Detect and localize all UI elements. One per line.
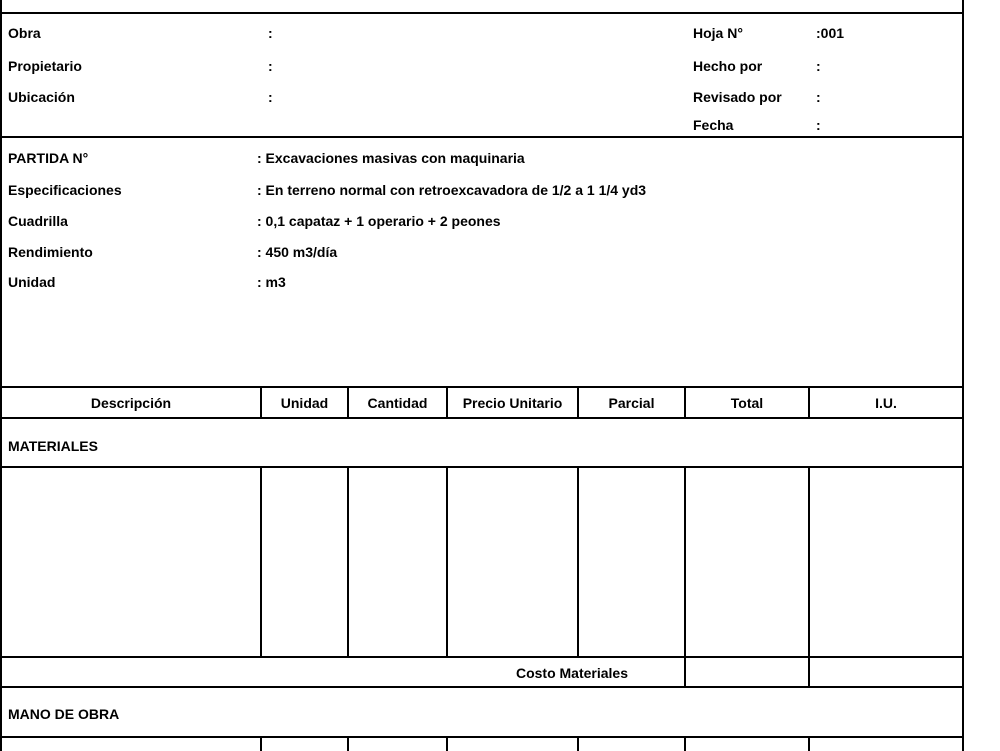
- rule-mano-obra-bottom: [0, 736, 964, 738]
- cuadrilla-value: : 0,1 capataz + 1 operario + 2 peones: [257, 213, 501, 229]
- mo-rule-6: [808, 736, 810, 751]
- propietario-value: :: [268, 58, 273, 74]
- propietario-label: Propietario: [8, 58, 82, 74]
- fecha-label: Fecha: [693, 117, 734, 133]
- fecha-value: :: [816, 117, 821, 133]
- revisado-por-value: :: [816, 89, 821, 105]
- cuadrilla-label: Cuadrilla: [8, 213, 68, 229]
- ubicacion-value: :: [268, 89, 273, 105]
- mo-rule-4: [577, 736, 579, 751]
- hecho-por-value: :: [816, 58, 821, 74]
- mo-rule-5: [684, 736, 686, 751]
- partida-label: PARTIDA N°: [8, 150, 89, 166]
- hecho-por-label: Hecho por: [693, 58, 763, 74]
- rule-top: [0, 12, 964, 14]
- costo-rule-1: [684, 656, 686, 687]
- body-rule-3: [446, 466, 448, 657]
- hoja-label: Hoja N°: [693, 25, 743, 41]
- mano-de-obra-section-title: MANO DE OBRA: [8, 706, 120, 722]
- rendimiento-label: Rendimiento: [8, 244, 93, 260]
- column-header-cantidad: Cantidad: [367, 395, 428, 411]
- body-rule-4: [577, 466, 579, 657]
- body-rule-6: [808, 466, 810, 657]
- column-header-parcial: Parcial: [608, 395, 655, 411]
- partida-value: : Excavaciones masivas con maquinaria: [257, 150, 525, 166]
- column-header-iu: I.U.: [875, 395, 897, 411]
- frame-left-border: [0, 0, 2, 751]
- revisado-por-label: Revisado por: [693, 89, 782, 105]
- rule-header-bottom: [0, 136, 964, 138]
- column-header-precio-unitario: Precio Unitario: [462, 395, 563, 411]
- column-header-unidad: Unidad: [280, 395, 329, 411]
- column-header-descripcion: Descripción: [90, 395, 172, 411]
- materiales-section-title: MATERIALES: [8, 438, 98, 454]
- body-rule-5: [684, 466, 686, 657]
- hoja-value: :001: [816, 25, 845, 41]
- rendimiento-value: : 450 m3/día: [257, 244, 338, 260]
- especificaciones-label: Especificaciones: [8, 182, 122, 198]
- especificaciones-value: : En terreno normal con retroexcavadora de 1/2 a 1 1/4 yd3: [257, 182, 647, 198]
- costo-materiales-label: Costo Materiales: [515, 665, 629, 681]
- obra-value: :: [268, 25, 273, 41]
- obra-label: Obra: [8, 25, 41, 41]
- unidad-value: : m3: [257, 274, 286, 290]
- body-rule-2: [347, 466, 349, 657]
- unidad-label: Unidad: [8, 274, 56, 290]
- mo-rule-2: [347, 736, 349, 751]
- ubicacion-label: Ubicación: [8, 89, 75, 105]
- frame-right-border: [962, 0, 964, 751]
- mo-rule-1: [260, 736, 262, 751]
- mo-rule-3: [446, 736, 448, 751]
- costo-rule-2: [808, 656, 810, 687]
- body-rule-1: [260, 466, 262, 657]
- rule-materiales-bottom: [0, 466, 964, 468]
- column-header-total: Total: [730, 395, 764, 411]
